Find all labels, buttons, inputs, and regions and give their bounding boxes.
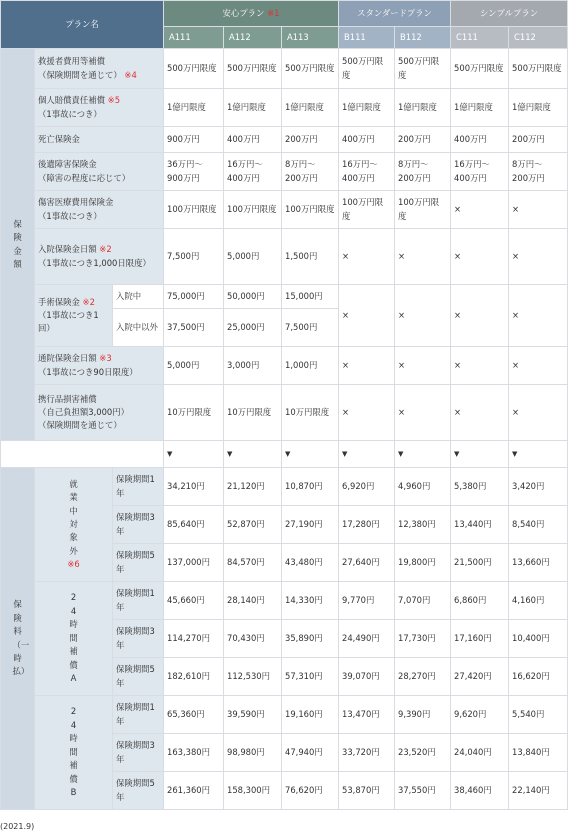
value-cell: 25,000円	[224, 309, 282, 347]
value-cell: 5,000円	[224, 229, 282, 285]
plan-group-header	[164, 1, 339, 27]
plan-group-label: スタンダードプラン	[357, 7, 432, 18]
value-cell: 47,940円	[282, 734, 339, 772]
value-cell: 13,660円	[509, 544, 568, 582]
value-cell: 1億円限度	[339, 89, 395, 127]
value-cell: 8万円〜 200万円	[509, 153, 568, 191]
value-cell: 36万円〜 900万円	[164, 153, 224, 191]
row-label: 携行品損害補償 （自己負担額3,000円） （保険期間を通じて）	[38, 393, 129, 430]
value-cell: 900万円	[164, 127, 224, 153]
coverage-row-label	[35, 153, 164, 191]
period-label: 保険期間1年	[113, 696, 164, 734]
row-label: 通院保険金日額	[38, 353, 97, 364]
value-cell: 1億円限度	[164, 89, 224, 127]
row-label: 傷害医療費用保険金 （1事故につき）	[38, 197, 114, 221]
arrow-icon: ▼	[224, 441, 282, 468]
value-cell: 1,500円	[282, 229, 339, 285]
value-cell: 85,640円	[164, 506, 224, 544]
value-cell: 1億円限度	[395, 89, 451, 127]
value-cell: 100万円限度	[282, 191, 339, 229]
value-cell: 3,420円	[509, 468, 568, 506]
period-label: 保険期間3年	[113, 734, 164, 772]
value-cell: 112,530円	[224, 658, 282, 696]
plan-code-header: C112	[509, 27, 568, 49]
sub-label: 入院中以外	[113, 309, 164, 347]
value-cell: 65,360円	[164, 696, 224, 734]
value-cell: 75,000円	[164, 285, 224, 309]
value-cell: 100万円限度	[224, 191, 282, 229]
value-cell: 1億円限度	[509, 89, 568, 127]
value-cell: 34,210円	[164, 468, 224, 506]
plan-code-header: C111	[451, 27, 509, 49]
plan-code-header: A112	[224, 27, 282, 49]
value-cell: 137,000円	[164, 544, 224, 582]
value-cell: ×	[395, 385, 451, 441]
value-cell: 16,620円	[509, 658, 568, 696]
row-label: 後遺障害保険金 （障害の程度に応じて）	[38, 159, 131, 183]
value-cell: 45,660円	[164, 582, 224, 620]
plan-code-header: A111	[164, 27, 224, 49]
value-cell: 10万円限度	[224, 385, 282, 441]
plan-group-header	[451, 1, 568, 27]
value-cell: ×	[451, 191, 509, 229]
value-cell: 4,960円	[395, 468, 451, 506]
premium-group-label	[35, 582, 113, 696]
value-cell: 10,870円	[282, 468, 339, 506]
side-label: 保険金額	[13, 218, 22, 269]
period-label: 保険期間5年	[113, 544, 164, 582]
value-cell: 10,400円	[509, 620, 568, 658]
footer-note: (2021.9)	[0, 822, 35, 831]
value-cell: ×	[395, 229, 451, 285]
value-cell: 8,540円	[509, 506, 568, 544]
value-cell: 17,730円	[395, 620, 451, 658]
value-cell: 400万円	[224, 127, 282, 153]
row-label: 死亡保険金	[38, 133, 80, 144]
value-cell: 14,330円	[282, 582, 339, 620]
value-cell: 261,360円	[164, 772, 224, 810]
value-cell: 24,490円	[339, 620, 395, 658]
coverage-row-label	[35, 89, 164, 127]
coverage-row-label	[35, 285, 113, 347]
value-cell: 9,390円	[395, 696, 451, 734]
coverage-row-label	[35, 229, 164, 285]
value-cell: 5,000円	[164, 347, 224, 385]
value-cell: 114,270円	[164, 620, 224, 658]
value-cell: 13,440円	[451, 506, 509, 544]
value-cell: 9,770円	[339, 582, 395, 620]
value-cell: 17,280円	[339, 506, 395, 544]
value-cell: 1億円限度	[451, 89, 509, 127]
value-cell: 43,480円	[282, 544, 339, 582]
value-cell: 1,000円	[282, 347, 339, 385]
coverage-row-label	[35, 127, 164, 153]
row-label: 個人賠償責任補償	[38, 95, 105, 106]
value-cell: 200万円	[282, 127, 339, 153]
period-label: 保険期間3年	[113, 506, 164, 544]
value-cell: 9,620円	[451, 696, 509, 734]
value-cell: 500万円限度	[282, 49, 339, 89]
row-label: 手術保険金	[38, 296, 80, 307]
value-cell: 7,500円	[164, 229, 224, 285]
value-cell: 400万円	[451, 127, 509, 153]
value-cell: 158,300円	[224, 772, 282, 810]
value-cell: 98,980円	[224, 734, 282, 772]
value-cell: ×	[395, 285, 451, 347]
value-cell: 500万円限度	[224, 49, 282, 89]
value-cell: 15,000円	[282, 285, 339, 309]
period-label: 保険期間1年	[113, 468, 164, 506]
value-cell: ×	[509, 191, 568, 229]
value-cell: 12,380円	[395, 506, 451, 544]
note-mark: ※2	[99, 244, 112, 255]
value-cell: ×	[339, 285, 395, 347]
side-label: 保険料（一時払）	[12, 599, 30, 677]
value-cell: 163,380円	[164, 734, 224, 772]
coverage-row-label	[35, 49, 164, 89]
period-label: 保険期間3年	[113, 620, 164, 658]
note-mark: ※2	[82, 296, 95, 307]
value-cell: 6,920円	[339, 468, 395, 506]
premium-group-label	[35, 696, 113, 810]
note-mark: ※4	[124, 69, 137, 80]
value-cell: ×	[509, 229, 568, 285]
value-cell: 28,270円	[395, 658, 451, 696]
note-mark: ※3	[99, 353, 112, 364]
value-cell: ×	[451, 347, 509, 385]
plan-code-header: B111	[339, 27, 395, 49]
value-cell: ×	[395, 347, 451, 385]
value-cell: 19,160円	[282, 696, 339, 734]
value-cell: 21,500円	[451, 544, 509, 582]
premium-side-header	[1, 468, 35, 810]
side-label: 就業中対象外	[69, 478, 78, 556]
period-label: 保険期間5年	[113, 772, 164, 810]
plan-group-header	[339, 1, 451, 27]
value-cell: 28,140円	[224, 582, 282, 620]
value-cell: 23,520円	[395, 734, 451, 772]
value-cell: 1億円限度	[224, 89, 282, 127]
row-label: 入院保険金日額	[38, 244, 97, 255]
value-cell: 500万円限度	[509, 49, 568, 89]
plan-group-label: シンプルプラン	[479, 7, 539, 18]
value-cell: ×	[339, 347, 395, 385]
value-cell: 3,000円	[224, 347, 282, 385]
row-sublabel: （1事故につき1回）	[38, 309, 99, 333]
value-cell: 39,070円	[339, 658, 395, 696]
side-label: 24時間補償A	[69, 592, 78, 684]
value-cell: 400万円	[339, 127, 395, 153]
value-cell: 57,310円	[282, 658, 339, 696]
value-cell: ×	[509, 285, 568, 347]
value-cell: 500万円限度	[395, 49, 451, 89]
coverage-side-header	[1, 49, 35, 441]
premium-group-label	[35, 468, 113, 582]
value-cell: 16万円〜 400万円	[451, 153, 509, 191]
value-cell: 27,190円	[282, 506, 339, 544]
value-cell: 10万円限度	[164, 385, 224, 441]
value-cell: 8万円〜 200万円	[282, 153, 339, 191]
value-cell: 22,140円	[509, 772, 568, 810]
spacer-cell	[1, 441, 164, 468]
coverage-row-label	[35, 385, 164, 441]
value-cell: 5,540円	[509, 696, 568, 734]
value-cell: 13,470円	[339, 696, 395, 734]
value-cell: 17,160円	[451, 620, 509, 658]
arrow-icon: ▼	[395, 441, 451, 468]
value-cell: 1億円限度	[282, 89, 339, 127]
value-cell: 4,160円	[509, 582, 568, 620]
side-label: 24時間補償B	[69, 706, 78, 798]
value-cell: ×	[509, 347, 568, 385]
period-label: 保険期間5年	[113, 658, 164, 696]
value-cell: 38,460円	[451, 772, 509, 810]
plan-group-label: 安心プラン	[222, 7, 265, 18]
arrow-icon: ▼	[282, 441, 339, 468]
value-cell: 500万円限度	[339, 49, 395, 89]
plan-name-header: プラン名	[1, 1, 164, 49]
value-cell: ×	[451, 385, 509, 441]
value-cell: 16万円〜 400万円	[339, 153, 395, 191]
value-cell: 50,000円	[224, 285, 282, 309]
value-cell: ×	[451, 285, 509, 347]
value-cell: 84,570円	[224, 544, 282, 582]
note-mark: ※5	[107, 95, 121, 106]
row-sublabel: （1事故につき1,000日限度）	[38, 257, 151, 268]
coverage-row-label	[35, 347, 164, 385]
arrow-icon: ▼	[509, 441, 568, 468]
value-cell: ×	[509, 385, 568, 441]
plan-code-header: B112	[395, 27, 451, 49]
note-mark: ※1	[267, 7, 280, 18]
value-cell: ×	[339, 385, 395, 441]
value-cell: 7,500円	[282, 309, 339, 347]
sub-label: 入院中	[113, 285, 164, 309]
value-cell: 10万円限度	[282, 385, 339, 441]
value-cell: 33,720円	[339, 734, 395, 772]
value-cell: 53,870円	[339, 772, 395, 810]
value-cell: 70,430円	[224, 620, 282, 658]
plan-code-header: A113	[282, 27, 339, 49]
arrow-icon: ▼	[164, 441, 224, 468]
value-cell: 7,070円	[395, 582, 451, 620]
note-mark: ※6	[67, 559, 80, 570]
value-cell: 19,800円	[395, 544, 451, 582]
value-cell: 21,120円	[224, 468, 282, 506]
value-cell: 52,870円	[224, 506, 282, 544]
value-cell: 500万円限度	[164, 49, 224, 89]
value-cell: 500万円限度	[451, 49, 509, 89]
period-label: 保険期間1年	[113, 582, 164, 620]
value-cell: 27,640円	[339, 544, 395, 582]
row-label: 救援者費用等補償 （保険期間を通じて）	[38, 56, 122, 80]
arrow-icon: ▼	[339, 441, 395, 468]
value-cell: 100万円限度	[164, 191, 224, 229]
value-cell: 35,890円	[282, 620, 339, 658]
value-cell: 16万円〜 400万円	[224, 153, 282, 191]
value-cell: 6,860円	[451, 582, 509, 620]
coverage-row-label	[35, 191, 164, 229]
value-cell: 13,840円	[509, 734, 568, 772]
value-cell: 8万円〜 200万円	[395, 153, 451, 191]
value-cell: 39,590円	[224, 696, 282, 734]
value-cell: 200万円	[395, 127, 451, 153]
arrow-icon: ▼	[451, 441, 509, 468]
value-cell: 200万円	[509, 127, 568, 153]
value-cell: 182,610円	[164, 658, 224, 696]
value-cell: 27,420円	[451, 658, 509, 696]
value-cell: 100万円限度	[395, 191, 451, 229]
value-cell: ×	[339, 229, 395, 285]
value-cell: 37,500円	[164, 309, 224, 347]
value-cell: 24,040円	[451, 734, 509, 772]
row-sublabel: （1事故につき）	[38, 108, 102, 119]
value-cell: 5,380円	[451, 468, 509, 506]
value-cell: 76,620円	[282, 772, 339, 810]
value-cell: 37,550円	[395, 772, 451, 810]
row-sublabel: （1事故につき90日限度）	[38, 366, 138, 377]
value-cell: ×	[451, 229, 509, 285]
value-cell: 100万円限度	[339, 191, 395, 229]
